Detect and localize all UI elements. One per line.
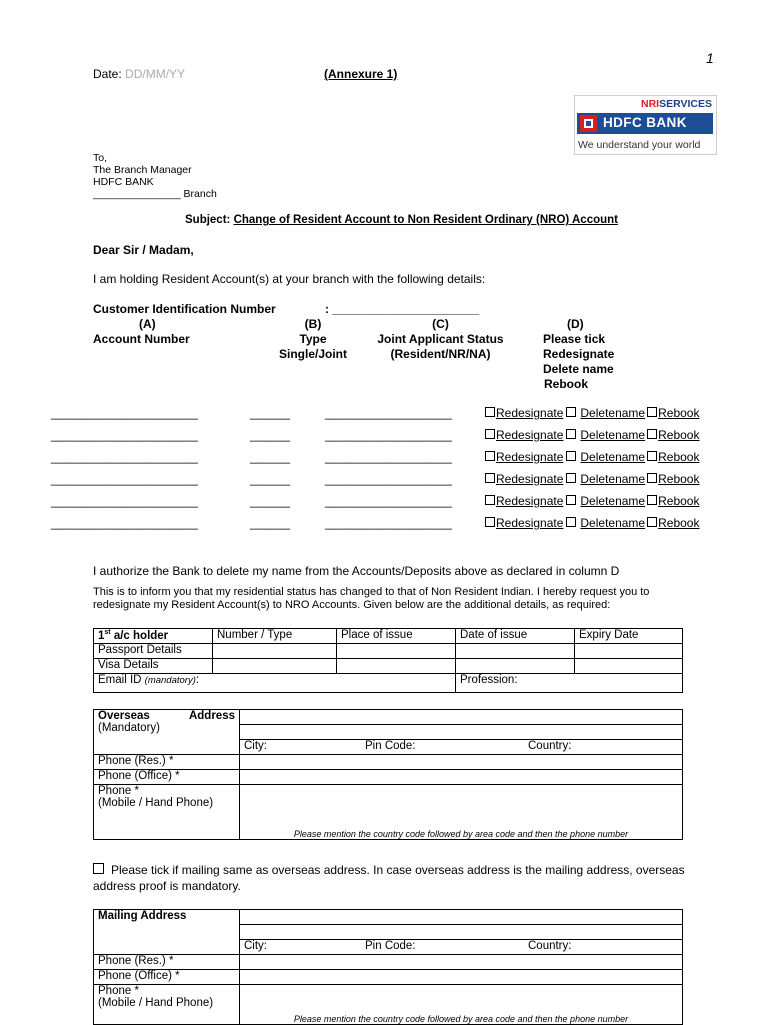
checkbox-icon[interactable] xyxy=(485,473,495,483)
option-label: Deletename xyxy=(580,472,646,486)
visa-place-input[interactable] xyxy=(337,659,456,674)
page-number: 1 xyxy=(706,50,714,66)
hdfc-bank-logo xyxy=(574,95,717,155)
overseas-address-line-1[interactable] xyxy=(240,710,683,725)
checkbox-icon[interactable] xyxy=(647,407,657,417)
address-line-1: The Branch Manager xyxy=(93,164,192,176)
subject-line xyxy=(185,214,618,226)
visa-date-input[interactable] xyxy=(456,659,575,674)
checkbox-icon[interactable] xyxy=(93,863,104,874)
account-type-blank[interactable]: ______ xyxy=(250,516,291,530)
authorize-text: I authorize the Bank to delete my name from the Accounts/Deposits above as declared in column D xyxy=(93,564,620,578)
option-label: Deletename xyxy=(580,406,646,420)
overseas-mobile-input[interactable] xyxy=(240,785,683,840)
redesignate-checkbox[interactable] xyxy=(485,450,563,464)
redesignate-checkbox[interactable] xyxy=(485,472,563,486)
checkbox-icon[interactable] xyxy=(485,517,495,527)
checkbox-icon[interactable] xyxy=(566,495,576,505)
option-label: Deletename xyxy=(580,494,646,508)
mailing-address-line-2[interactable] xyxy=(240,925,683,940)
deletename-checkbox[interactable] xyxy=(566,406,645,420)
mailing-address-table xyxy=(93,909,683,1025)
rebook-checkbox[interactable] xyxy=(647,516,699,530)
address-branch-blank: _______________ Branch xyxy=(93,188,217,200)
number-type-header: Number / Type xyxy=(213,629,337,644)
email-field[interactable]: Email ID (mandatory): xyxy=(94,674,456,693)
checkbox-icon[interactable] xyxy=(485,429,495,439)
rebook-checkbox[interactable] xyxy=(647,472,699,486)
checkbox-icon[interactable] xyxy=(566,429,576,439)
logo-bar xyxy=(577,113,713,134)
joint-status-blank[interactable]: ___________________ xyxy=(325,516,452,530)
overseas-city-pin-country[interactable]: City: Pin Code: Country: xyxy=(240,740,683,755)
account-number-blank[interactable]: ______________________ xyxy=(51,472,198,486)
option-label: Rebook xyxy=(658,472,700,486)
passport-number-input[interactable] xyxy=(213,644,337,659)
deletename-checkbox[interactable] xyxy=(566,472,645,486)
checkbox-icon[interactable] xyxy=(566,451,576,461)
mailing-city-pin-country[interactable]: City: Pin Code: Country: xyxy=(240,940,683,955)
mailing-phone-note: Please mention the country code followed by area code and then the phone number xyxy=(293,1014,629,1024)
joint-status-blank[interactable]: ___________________ xyxy=(325,428,452,442)
checkbox-icon[interactable] xyxy=(647,473,657,483)
customer-id-field[interactable] xyxy=(93,302,480,316)
checkbox-icon[interactable] xyxy=(485,407,495,417)
mailing-address-label: Mailing Address xyxy=(94,910,240,955)
option-label: Redesignate xyxy=(496,516,564,530)
option-label: Redesignate xyxy=(496,472,564,486)
option-label: Redesignate xyxy=(496,494,564,508)
visa-expiry-input[interactable] xyxy=(575,659,683,674)
account-number-blank[interactable]: ______________________ xyxy=(51,450,198,464)
bank-name: HDFC BANK xyxy=(603,115,687,130)
account-type-blank[interactable]: ______ xyxy=(250,406,291,420)
date-of-issue-header: Date of issue xyxy=(456,629,575,644)
option-label: Rebook xyxy=(658,428,700,442)
joint-status-blank[interactable]: ___________________ xyxy=(325,472,452,486)
option-label: Redesignate xyxy=(496,450,564,464)
column-c-header: (C) Joint Applicant Status (Resident/NR/NA) xyxy=(377,317,504,361)
passport-label: Passport Details xyxy=(94,644,213,659)
checkbox-icon[interactable] xyxy=(647,429,657,439)
date-field[interactable] xyxy=(93,67,185,81)
overseas-phone-res-label: Phone (Res.) * xyxy=(94,755,240,770)
nri-services-label: NRISERVICES xyxy=(640,98,712,110)
place-of-issue-header: Place of issue xyxy=(337,629,456,644)
subject-label: Subject: xyxy=(185,214,231,226)
tick-options xyxy=(485,472,699,486)
overseas-address-label: Overseas Address (Mandatory) xyxy=(94,710,240,755)
option-label: Redesignate xyxy=(496,406,564,420)
overseas-mobile-label: Phone * (Mobile / Hand Phone) xyxy=(94,785,240,840)
overseas-address-line-2[interactable] xyxy=(240,725,683,740)
account-type-blank[interactable]: ______ xyxy=(250,472,291,486)
mailing-phone-office-label: Phone (Office) * xyxy=(94,970,240,985)
account-number-blank[interactable]: ______________________ xyxy=(51,428,198,442)
checkbox-icon[interactable] xyxy=(566,473,576,483)
holder-header: 1st a/c holder xyxy=(94,629,213,644)
passport-expiry-input[interactable] xyxy=(575,644,683,659)
joint-status-blank[interactable]: ___________________ xyxy=(325,406,452,420)
visa-number-input[interactable] xyxy=(213,659,337,674)
passport-place-input[interactable] xyxy=(337,644,456,659)
option-label: Rebook xyxy=(658,406,700,420)
checkbox-icon[interactable] xyxy=(647,451,657,461)
deletename-checkbox[interactable] xyxy=(566,428,645,442)
option-label: Deletename xyxy=(580,428,646,442)
option-label: Rebook xyxy=(658,450,700,464)
rebook-checkbox[interactable] xyxy=(647,494,699,508)
profession-field[interactable]: Profession: xyxy=(456,674,683,693)
column-d-header: (D) Please tick Redesignate Delete name Rebook xyxy=(543,317,615,391)
tick-options xyxy=(485,406,699,420)
joint-status-blank[interactable]: ___________________ xyxy=(325,450,452,464)
holding-text: I am holding Resident Account(s) at your branch with the following details: xyxy=(93,272,486,286)
account-number-blank[interactable]: ______________________ xyxy=(51,406,198,420)
date-label: Date: xyxy=(93,67,122,81)
account-number-blank[interactable]: ______________________ xyxy=(51,494,198,508)
overseas-phone-res-input[interactable] xyxy=(240,755,683,770)
option-label: Redesignate xyxy=(496,428,564,442)
option-label: Rebook xyxy=(658,494,700,508)
mailing-phone-office-input[interactable] xyxy=(240,970,683,985)
option-label: Deletename xyxy=(580,450,646,464)
account-type-blank[interactable]: ______ xyxy=(250,428,291,442)
account-type-blank[interactable]: ______ xyxy=(250,450,291,464)
deletename-checkbox[interactable] xyxy=(566,450,645,464)
option-label: Deletename xyxy=(580,516,646,530)
annexure-label: (Annexure 1) xyxy=(324,67,398,81)
expiry-date-header: Expiry Date xyxy=(575,629,683,644)
logo-tagline: We understand your world xyxy=(578,139,701,151)
column-b-header: (B) Type Single/Joint xyxy=(278,317,347,361)
account-number-blank[interactable]: ______________________ xyxy=(51,516,198,530)
joint-status-blank[interactable]: ___________________ xyxy=(325,494,452,508)
cin-blank: : ______________________ xyxy=(325,302,480,316)
deletename-checkbox[interactable] xyxy=(566,494,645,508)
recipient-address xyxy=(93,152,217,200)
mailing-mobile-label: Phone * (Mobile / Hand Phone) xyxy=(94,985,240,1025)
mailing-mobile-input[interactable] xyxy=(240,985,683,1025)
redesignate-checkbox[interactable] xyxy=(485,406,563,420)
mailing-tick-text: Please tick if mailing same as overseas address. In case overseas address is the mailing address, overseas address proof is mandatory. xyxy=(93,863,685,893)
option-label: Rebook xyxy=(658,516,700,530)
visa-label: Visa Details xyxy=(94,659,213,674)
address-line-2: HDFC BANK xyxy=(93,176,154,188)
column-a-header: (A) Account Number xyxy=(93,317,190,346)
tick-options xyxy=(485,428,699,442)
inform-text: This is to inform you that my residential status has changed to that of Non Resident Indian. I hereby request you to redesignate my Resident Account(s) to NRO Accounts. Given below are the additional details, as required: xyxy=(93,586,650,611)
checkbox-icon[interactable] xyxy=(566,407,576,417)
tick-options xyxy=(485,450,699,464)
redesignate-checkbox[interactable] xyxy=(485,494,563,508)
checkbox-icon[interactable] xyxy=(647,517,657,527)
subject-text: Change of Resident Account to Non Resident Ordinary (NRO) Account xyxy=(233,214,618,226)
overseas-phone-note: Please mention the country code followed by area code and then the phone number xyxy=(293,829,629,839)
hdfc-logo-icon xyxy=(580,115,597,132)
rebook-checkbox[interactable] xyxy=(647,428,699,442)
rebook-checkbox[interactable] xyxy=(647,450,699,464)
checkbox-icon[interactable] xyxy=(485,495,495,505)
address-to: To, xyxy=(93,152,108,164)
date-placeholder: DD/MM/YY xyxy=(125,67,186,81)
overseas-address-table xyxy=(93,709,683,840)
passport-date-input[interactable] xyxy=(456,644,575,659)
mailing-address-line-1[interactable] xyxy=(240,910,683,925)
holder-details-table xyxy=(93,628,683,693)
deletename-checkbox[interactable] xyxy=(566,516,645,530)
tick-options xyxy=(485,516,699,530)
redesignate-checkbox[interactable] xyxy=(485,428,563,442)
mailing-phone-res-label: Phone (Res.) * xyxy=(94,955,240,970)
overseas-phone-office-input[interactable] xyxy=(240,770,683,785)
checkbox-icon[interactable] xyxy=(566,517,576,527)
checkbox-icon[interactable] xyxy=(485,451,495,461)
mailing-same-checkbox[interactable] xyxy=(93,862,693,894)
checkbox-icon[interactable] xyxy=(647,495,657,505)
cin-label: Customer Identification Number xyxy=(93,302,276,316)
account-type-blank[interactable]: ______ xyxy=(250,494,291,508)
salutation: Dear Sir / Madam, xyxy=(93,243,194,257)
tick-options xyxy=(485,494,699,508)
redesignate-checkbox[interactable] xyxy=(485,516,563,530)
rebook-checkbox[interactable] xyxy=(647,406,699,420)
overseas-phone-office-label: Phone (Office) * xyxy=(94,770,240,785)
mailing-phone-res-input[interactable] xyxy=(240,955,683,970)
